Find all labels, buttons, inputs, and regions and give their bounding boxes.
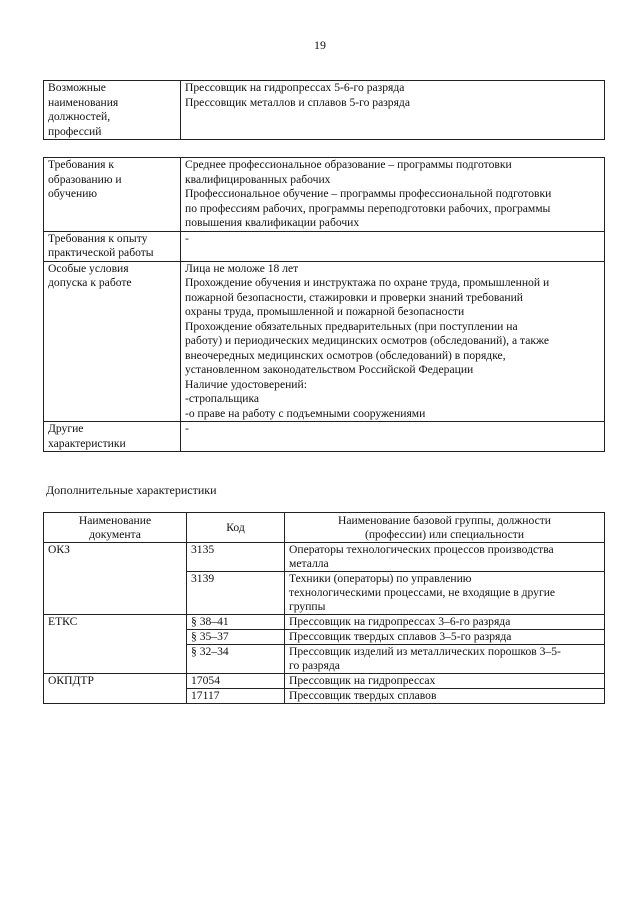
value-line: Лица не моложе 18 лет (185, 261, 299, 275)
header-code: Код (187, 513, 285, 543)
label-line: должностей, (48, 110, 111, 123)
label-cell (44, 81, 181, 140)
label-line: образованию и (48, 172, 122, 186)
doc-cell: ОКЗ (44, 543, 187, 615)
value-line: повышения квалификации рабочих (185, 216, 360, 229)
name-cell (285, 615, 605, 630)
name-line: Прессовщик на гидропрессах 3–6-го разряда (289, 615, 511, 628)
table-row (44, 231, 605, 261)
code-cell: 3135 (187, 543, 285, 572)
name-line: го разряда (289, 659, 340, 672)
value-line: внеочередных медицинских осмотров (обследований) в порядке, (185, 348, 506, 362)
table-header-row (44, 513, 605, 543)
code-cell: 17117 (187, 689, 285, 704)
label-line: обучению (48, 187, 98, 200)
label-line: практической работы (48, 246, 154, 259)
label-line: наименования (48, 95, 119, 109)
name-line: Техники (операторы) по управлению (289, 572, 472, 585)
name-line: технологическими процессами, не входящие в другие (289, 586, 556, 599)
label-line: допуска к работе (48, 276, 132, 289)
table-row (44, 543, 605, 572)
value-line: -стропальщика (185, 392, 260, 405)
label-line: профессий (48, 124, 102, 138)
code-cell: § 32–34 (187, 645, 285, 674)
header-name (285, 513, 605, 543)
label-line: Требования к опыту (48, 231, 148, 245)
code-cell: 17054 (187, 674, 285, 689)
table-row (44, 261, 605, 422)
value-line: Наличие удостоверений: (185, 377, 307, 391)
value-cell (181, 158, 605, 232)
name-cell (285, 689, 605, 704)
header-document (44, 513, 187, 543)
table-row (44, 81, 605, 140)
label-line: Возможные (48, 81, 106, 94)
value-line: по профессиям рабочих, программы переподготовки рабочих, программы (185, 201, 551, 215)
label-cell (44, 231, 181, 261)
section-title: Дополнительные характеристики (46, 483, 217, 497)
value-cell (181, 261, 605, 422)
value-line: - (185, 422, 189, 435)
code-cell: § 35–37 (187, 630, 285, 645)
label-cell (44, 261, 181, 422)
requirements-table (43, 157, 605, 452)
table-row (44, 158, 605, 232)
label-line: Особые условия (48, 261, 129, 275)
name-line: Прессовщик твердых сплавов 3–5-го разряда (289, 630, 512, 643)
value-cell (181, 422, 605, 452)
value-line: охраны труда, промышленной и пожарной безопасности (185, 305, 465, 318)
name-line: Прессовщик изделий из металлических порошков 3–5- (289, 645, 561, 658)
page-number: 19 (314, 38, 326, 52)
name-cell (285, 572, 605, 615)
name-line: Операторы технологических процессов производства (289, 543, 554, 556)
header-line: Наименование (78, 514, 152, 527)
value-line: Прохождение обучения и инструктажа по охране труда, промышленной и (185, 276, 550, 289)
name-cell (285, 543, 605, 572)
label-line: характеристики (48, 436, 126, 450)
label-line: Требования к (48, 158, 115, 171)
name-line: Прессовщик твердых сплавов (289, 689, 437, 702)
label-cell (44, 158, 181, 232)
name-cell (285, 645, 605, 674)
code-cell: 3139 (187, 572, 285, 615)
header-line: Наименование базовой группы, должности (337, 514, 551, 527)
name-cell (285, 674, 605, 689)
value-line: Прохождение обязательных предварительных (при поступлении на (185, 319, 518, 333)
table-row (44, 615, 605, 630)
value-line: -о праве на работу с подъемными сооружениями (185, 406, 426, 420)
value-line: Прессовщик на гидропрессах 5-6-го разряда (185, 81, 405, 94)
table-row (44, 674, 605, 689)
label-cell (44, 422, 181, 452)
name-line: группы (289, 600, 326, 613)
value-cell (181, 231, 605, 261)
value-line: установленном законодательством Российской Федерации (185, 363, 474, 376)
header-line: документа (89, 527, 141, 541)
value-line: пожарной безопасности, стажировки и проверки знаний требований (185, 290, 523, 304)
name-cell (285, 630, 605, 645)
value-line: Среднее профессиональное образование – программы подготовки (185, 158, 512, 171)
code-cell: § 38–41 (187, 615, 285, 630)
doc-cell: ЕТКС (44, 615, 187, 674)
doc-cell: ОКПДТР (44, 674, 187, 704)
additional-characteristics-table (43, 512, 605, 704)
value-line: Профессиональное обучение – программы профессиональной подготовки (185, 187, 552, 200)
value-cell (181, 81, 605, 140)
name-line: металла (289, 557, 329, 570)
value-line: работу) и периодических медицинских осмотров (обследований), а также (185, 334, 549, 347)
header-line: (профессии) или специальности (364, 527, 525, 541)
value-line: Прессовщик металлов и сплавов 5-го разряда (185, 95, 410, 109)
table-row (44, 422, 605, 452)
name-line: Прессовщик на гидропрессах (289, 674, 436, 687)
possible-positions-table (43, 80, 605, 140)
value-line: квалифицированных рабочих (185, 172, 331, 186)
value-line: - (185, 231, 189, 245)
label-line: Другие (48, 422, 84, 435)
